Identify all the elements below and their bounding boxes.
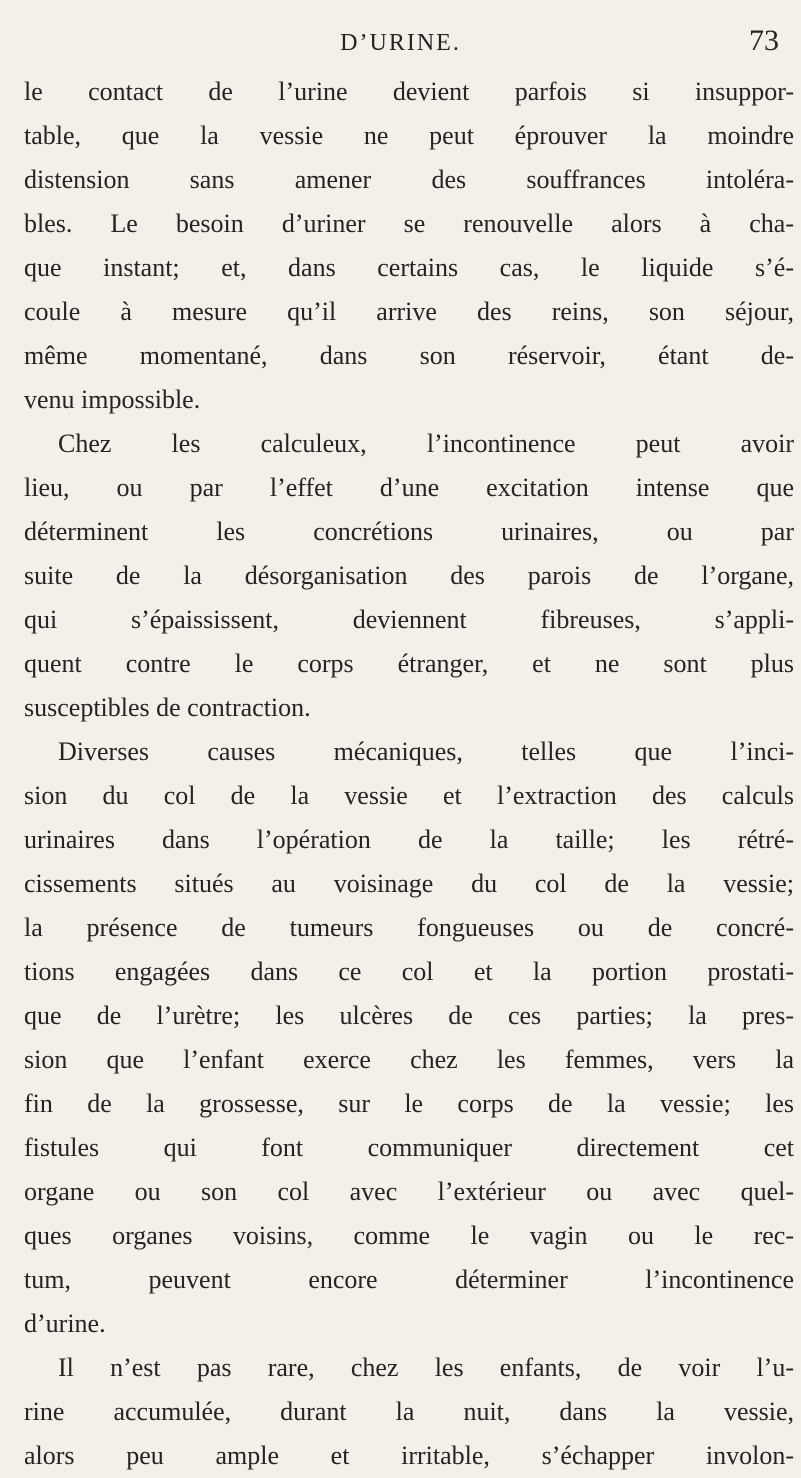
text-line: lieu, ou par l’effet d’une excitation intense que xyxy=(24,473,794,502)
text-line: fistules qui font communiquer directement cet xyxy=(24,1133,794,1162)
text-line: le contact de l’urine devient parfois si insuppor- xyxy=(24,77,794,106)
text-line: bles. Le besoin d’uriner se renouvelle alors à cha- xyxy=(24,209,794,238)
text-line: venu impossible. xyxy=(24,385,201,414)
text-line: qui s’épaississent, deviennent fibreuses, s’appli- xyxy=(24,605,794,634)
text-line: tum, peuvent encore déterminer l’incontinence xyxy=(24,1265,794,1294)
page-number: 73 xyxy=(749,24,779,57)
text-line: que instant; et, dans certains cas, le liquide s’é- xyxy=(24,253,794,282)
text-line: déterminent les concrétions urinaires, ou par xyxy=(24,517,794,546)
text-line: distension sans amener des souffrances intoléra- xyxy=(24,165,794,194)
running-head-title: D’URINE. xyxy=(340,30,461,56)
text-line: urinaires dans l’opération de la taille; les rétré- xyxy=(24,825,794,854)
text-line: Il n’est pas rare, chez les enfants, de voir l’u- xyxy=(58,1353,794,1382)
body-text xyxy=(24,70,794,1478)
text-line: d’urine. xyxy=(24,1309,106,1338)
text-line: coule à mesure qu’il arrive des reins, son séjour, xyxy=(24,297,794,326)
text-line: même momentané, dans son réservoir, étant de- xyxy=(24,341,794,370)
text-line: tions engagées dans ce col et la portion prostati- xyxy=(24,957,794,986)
text-line: suite de la désorganisation des parois de l’organe, xyxy=(24,561,794,590)
text-line: rine accumulée, durant la nuit, dans la vessie, xyxy=(24,1397,794,1426)
text-line: sion que l’enfant exerce chez les femmes, vers la xyxy=(24,1045,794,1074)
text-line: Chez les calculeux, l’incontinence peut avoir xyxy=(58,429,794,458)
text-line: fin de la grossesse, sur le corps de la vessie; les xyxy=(24,1089,794,1118)
text-line: table, que la vessie ne peut éprouver la moindre xyxy=(24,121,794,150)
text-line: sion du col de la vessie et l’extraction des calculs xyxy=(24,781,794,810)
text-line: alors peu ample et irritable, s’échapper involon- xyxy=(24,1441,794,1470)
text-line: Diverses causes mécaniques, telles que l’inci- xyxy=(58,737,794,766)
text-line: cissements situés au voisinage du col de la vessie; xyxy=(24,869,794,898)
text-line: ques organes voisins, comme le vagin ou le rec- xyxy=(24,1221,794,1250)
running-head xyxy=(0,20,801,60)
text-line: quent contre le corps étranger, et ne sont plus xyxy=(24,649,794,678)
text-line: que de l’urètre; les ulcères de ces parties; la pres- xyxy=(24,1001,794,1030)
text-line: organe ou son col avec l’extérieur ou avec quel- xyxy=(24,1177,794,1206)
text-line: susceptibles de contraction. xyxy=(24,693,311,722)
text-line: la présence de tumeurs fongueuses ou de concré- xyxy=(24,913,794,942)
